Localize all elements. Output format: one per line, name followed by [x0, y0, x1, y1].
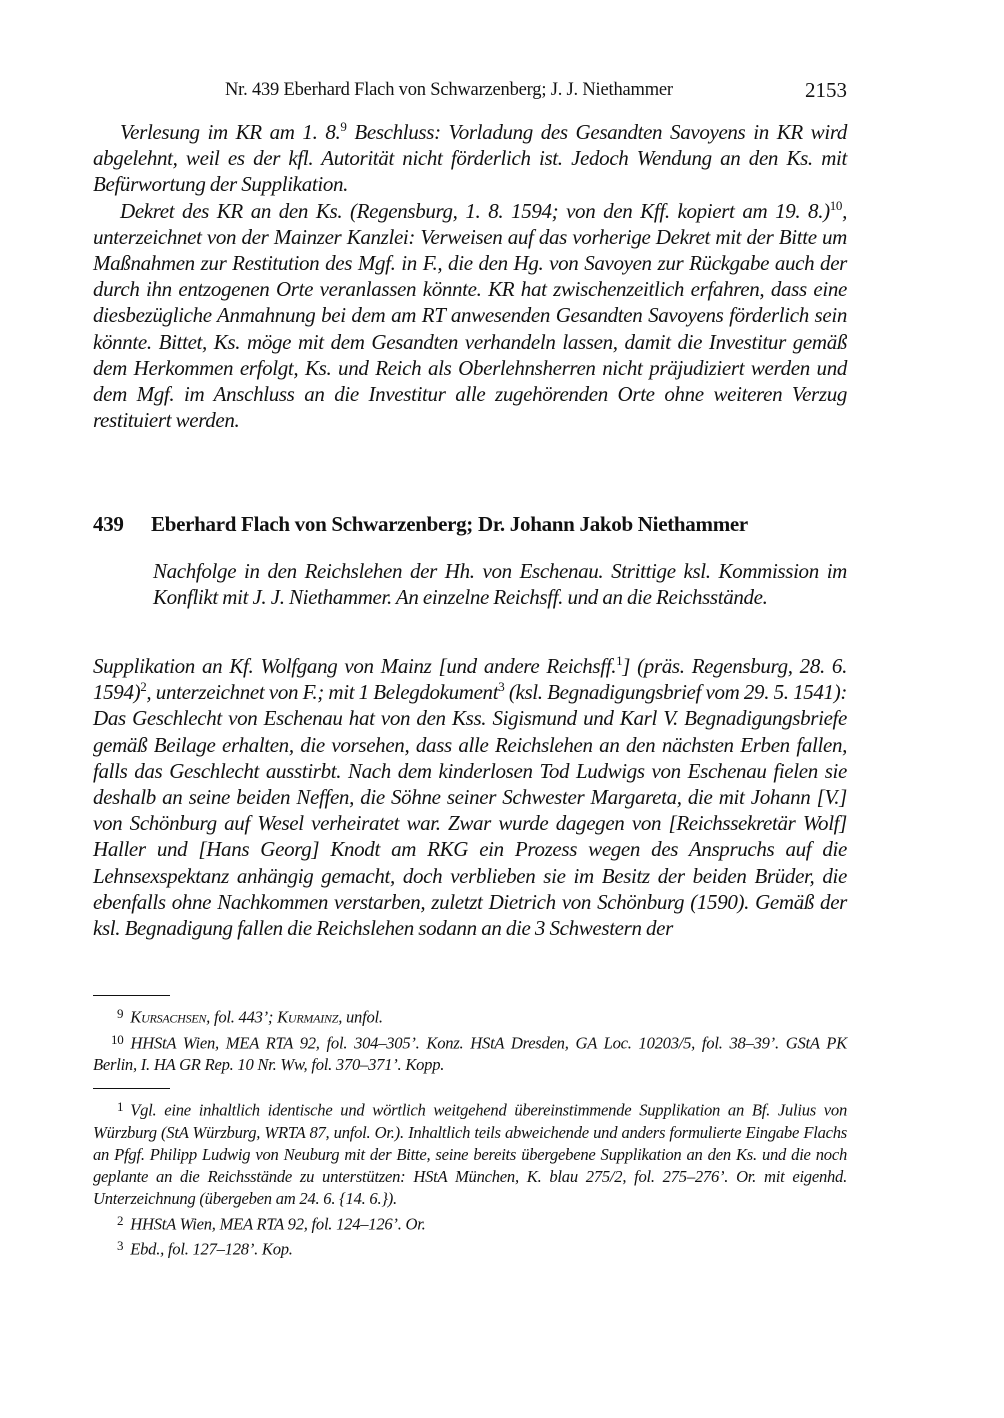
text: Beschluss: Vorladung des Gesandten Savoyens in KR wird abgelehnt, weil es der kfl. Autorität nicht förderlich ist. Jedoch Wendung an den Ks. mit Befürwortung der Supplikation.	[93, 120, 848, 197]
paragraph-reading	[93, 119, 847, 198]
entry-heading	[93, 512, 748, 537]
page-number: 2153	[805, 78, 847, 102]
footnote-divider	[93, 1088, 170, 1089]
footnotes-entry	[93, 1096, 847, 1261]
text: HHStA Wien, MEA RTA 92, fol. 124–126’. Or.	[130, 1214, 426, 1234]
footnote-ref-1[interactable]: 1	[616, 652, 623, 668]
footnote-ref-9[interactable]: 9	[340, 118, 347, 134]
entry-title: Eberhard Flach von Schwarzenberg; Dr. Johann Jakob Niethammer	[151, 512, 748, 536]
text: (ksl. Begnadigungsbrief vom 29. 5. 1541): Das Geschlecht von Eschenau hat von den Kss. Sigismund und Karl V. Begnadigungsbriefe gemäß Beilage erhalten, die vorsehen, dass alle Reichslehen an den nächsten Erben fallen, falls das Geschlecht ausstirbt. Nach dem kinderlosen Tod Ludwigs von Eschenau fielen sie deshalb an seine beiden Neffen, die Söhne seiner Schwester Margareta, die mit Johann [V.] von Schönburg auf Wesel verheiratet war. Zwar wurde dagegen von [Reichssekretär Wolf] Haller und [Hans Georg] Knodt am RKG ein Prozess wegen des Anspruchs auf die Lehnsexspektanz anhängig gemacht, doch verblieben sie im Besitz der beiden Brüder, die ebenfalls ohne Nachkommen verstarben, zuletzt Dietrich von Schönburg (1590). Gemäß der ksl. Begnadigung fallen die Reichslehen sodann an die 3 Schwestern der	[93, 680, 847, 941]
paragraph-decree	[93, 198, 847, 434]
footnote-number: 3	[117, 1238, 124, 1254]
previous-entry-continuation	[93, 119, 847, 433]
running-head	[93, 80, 847, 106]
footnote-1	[93, 1096, 847, 1210]
footnote-number: 9	[117, 1006, 124, 1021]
text: ] (präs. Regensburg, 28. 6. 1594)	[93, 654, 847, 705]
text: Verlesung im KR am 1. 8.	[120, 120, 341, 144]
text: Ebd., fol. 127–128’. Kop.	[130, 1239, 293, 1259]
footnote-number: 10	[111, 1031, 124, 1047]
text: , unterzeichnet von der Mainzer Kanzlei: Verweisen auf das vorherige Dekret mit der Bitte um Maßnahmen zur Restitution des Mgf. in F., die den Hg. von Savoyen zur Rückgabe auch der durch ihn entzogenen Orte veranlassen könnte. KR hat zwischenzeitlich erfahren, dass eine diesbezügliche Anmahnung bei dem am RT anwesenden Gesandten Savoyens förderlich sein könnte. Bittet, Ks. möge mit dem Gesandten verhandeln lassen, damit die Investitur gemäß dem Herkommen erfolgt, Ks. und Reich als Oberlehnsherren nicht präjudiziert werden und dem Mgf. im Anschluss an die Investitur alle zugehörenden Orte ohne weiteren Verzug restituiert werden.	[93, 198, 847, 433]
footnote-ref-3[interactable]: 3	[498, 679, 505, 695]
text: HHStA Wien, MEA RTA 92, fol. 304–305’. Konz. HStA Dresden, GA Loc. 10203/5, fol. 38–39’. GStA PK Berlin, I. HA GR Rep. 10 Nr. Ww, fol. 370–371’. Kopp.	[93, 1033, 847, 1075]
text: Dekret des KR an den Ks. (Regensburg, 1. 8. 1594; von den Kff. kopiert am 19. 8.)	[120, 198, 830, 223]
running-head-title: Nr. 439 Eberhard Flach von Schwarzenberg; J. J. Niethammer	[225, 80, 673, 100]
text: , fol. 443’;	[206, 1007, 278, 1027]
text: Supplikation an Kf. Wolfgang von Mainz [und andere Reichsff.	[93, 654, 617, 678]
footnote-ref-2[interactable]: 2	[140, 679, 147, 695]
text: Kurmainz	[277, 1007, 339, 1027]
entry-body	[93, 653, 847, 941]
paragraph-supplication	[93, 653, 847, 941]
text: , unterzeichnet von F.; mit 1 Belegdokument	[146, 680, 499, 705]
text: Kursachsen	[130, 1007, 207, 1027]
entry-number: 439	[93, 512, 124, 536]
footnote-2	[93, 1210, 847, 1236]
footnote-10	[93, 1029, 847, 1077]
footnotes-previous-entry	[93, 1003, 847, 1076]
footnote-9	[93, 1003, 847, 1029]
footnote-3	[93, 1235, 847, 1261]
footnote-ref-10[interactable]: 10	[829, 197, 843, 213]
text: Vgl. eine inhaltlich identische und wörtlich weitgehend übereinstimmende Supplikation an Bf. Julius von Würzburg (StA Würzburg, WRTA 87, unfol. Or.). Inhaltlich teils abweichende und anders formulierte Eingabe Flachs an Pfgf. Philipp Ludwig von Neuburg mit der Bitte, seine bereits übergebene Supplikation an den Ks. und die noch geplante an die Reichsstände zu unterstützen: HStA München, K. blau 275/2, fol. 275–276’. Or. mit eigenhd. Unterzeichnung (übergeben am 24. 6. {14. 6.}).	[93, 1100, 847, 1208]
footnote-number: 2	[117, 1212, 124, 1228]
footnote-divider	[93, 995, 170, 996]
entry-regest: Nachfolge in den Reichslehen der Hh. von Eschenau. Strittige ksl. Kommission im Konflikt mit J. J. Niethammer. An einzelne Reichsff. und an die Reichsstände.	[153, 559, 847, 610]
footnote-number: 1	[117, 1099, 124, 1114]
text: , unfol.	[338, 1007, 383, 1027]
